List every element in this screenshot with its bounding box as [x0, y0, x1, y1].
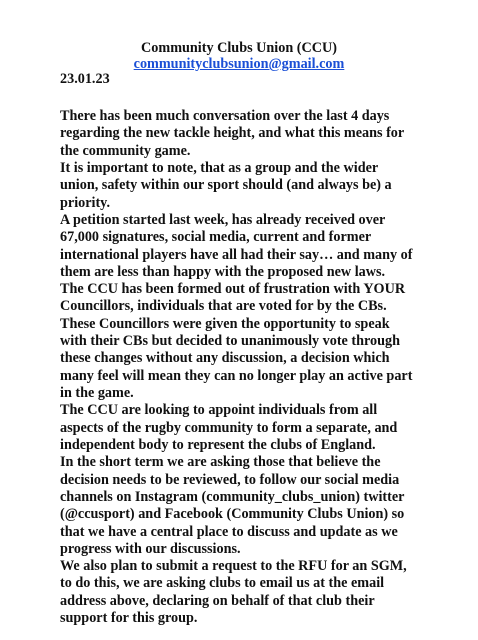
body-line: in the game. — [60, 385, 134, 401]
body-line: to do this, we are asking clubs to email us at the email — [60, 575, 385, 592]
body-line: the community game. — [60, 142, 191, 159]
body-line: The CCU are looking to appoint individuals from all — [60, 402, 378, 419]
body-line: decision needs to be reviewed, to follow our social media — [60, 471, 400, 488]
body-line: channels on Instagram (community_clubs_union) twitter — [60, 488, 405, 505]
body-line: independent body to represent the clubs of England. — [60, 436, 376, 453]
body-line: that we have a central place to discuss and update as we — [60, 523, 398, 540]
body-line: There has been much conversation over the last 4 days — [60, 108, 390, 124]
body-line: priority. — [60, 194, 111, 211]
email-link[interactable]: communityclubsunion@gmail.com — [133, 56, 345, 72]
body-line: We also plan to submit a request to the RFU for an SGM, — [60, 558, 407, 575]
body-line: 67,000 signatures, social media, current and former — [60, 229, 372, 246]
body-line: The CCU has been formed out of frustration with YOUR — [60, 281, 406, 298]
body-line: In the short term we are asking those that believe the — [60, 454, 381, 471]
body-line: with their CBs but decided to unanimously vote through — [60, 333, 401, 350]
body-line: It is important to note, that as a group and the wider — [60, 159, 379, 176]
document-title: Community Clubs Union (CCU) — [141, 40, 337, 56]
body-line: progress with our discussions. — [60, 540, 241, 557]
body-line: These Councillors were given the opportunity to speak — [60, 315, 390, 332]
body-line: these changes without any discussion, a decision which — [60, 350, 390, 367]
body-line: regarding the new tackle height, and what this means for — [60, 125, 405, 142]
body-line: many feel will mean they can no longer play an active part — [60, 367, 413, 384]
body-line: address above, declaring on behalf of that club their — [60, 592, 375, 609]
letter-body — [60, 108, 478, 627]
body-line: them are less than happy with the proposed new laws. — [60, 263, 386, 280]
body-line: Councillors, individuals that are voted for by the CBs. — [60, 298, 387, 315]
body-line: union, safety within our sport should (and always be) a — [60, 177, 392, 194]
body-line: A petition started last week, has already received over — [60, 211, 386, 228]
body-line: international players have all had their say… and many of — [60, 246, 413, 263]
body-line: (@ccusport) and Facebook (Community Clubs Union) so — [60, 506, 405, 523]
document-date: 23.01.23 — [60, 71, 110, 87]
body-line: aspects of the rugby community to form a separate, and — [60, 419, 398, 436]
body-line: support for this group. — [60, 610, 198, 627]
